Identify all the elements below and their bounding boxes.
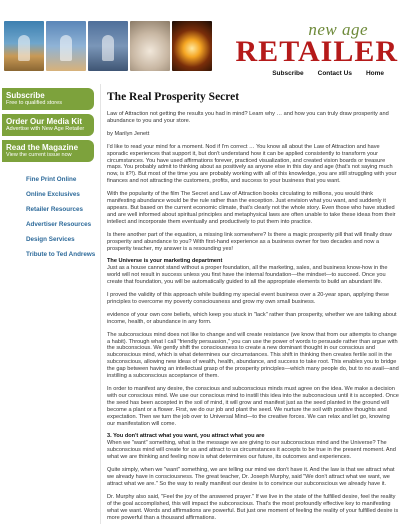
nav-subscribe[interactable]: Subscribe bbox=[272, 70, 304, 77]
sidebar-item-design-services[interactable]: Design Services bbox=[26, 236, 75, 243]
sidebar-item-fine-print[interactable]: Fine Print Online bbox=[26, 176, 77, 183]
article-subheading: 3. You don't attract what you want, you attract what you are bbox=[107, 433, 265, 440]
article-paragraph: Dr. Murphy also said, "Feel the joy of the answered prayer." If we live in the state of the fulfilled desire, feel the reality of the goal accomplished, this will impact the subconscious. That's the most profoundly effective key to manifesting what we want. Words and affirmations are powerful. But just one moment of feeling the reality of your fulfilled desire is more powerful than a thousand affirmations. bbox=[107, 493, 399, 521]
promo-subscribe[interactable] bbox=[2, 88, 94, 110]
article bbox=[100, 84, 403, 524]
promo-title: Subscribe bbox=[6, 91, 45, 100]
nav-contact-us[interactable]: Contact Us bbox=[317, 70, 352, 77]
sidebar-item-retailer-resources[interactable]: Retailer Resources bbox=[26, 206, 84, 213]
nav-home[interactable]: Home bbox=[365, 70, 384, 77]
article-title: The Real Prosperity Secret bbox=[107, 91, 240, 103]
promo-read-magazine[interactable] bbox=[2, 140, 94, 162]
article-byline: by Marilyn Jenett bbox=[107, 130, 150, 137]
sidebar-item-online-exclusives[interactable]: Online Exclusives bbox=[26, 191, 80, 198]
promo-title: Read the Magazine bbox=[6, 143, 79, 152]
header-photo-meditation bbox=[46, 21, 86, 71]
site-header bbox=[0, 0, 406, 84]
header-photo-beach bbox=[4, 21, 44, 71]
sidebar-links bbox=[0, 172, 96, 262]
header-photo-spa bbox=[130, 21, 170, 71]
sidebar-item-advertiser-resources[interactable]: Advertiser Resources bbox=[26, 221, 92, 228]
article-paragraph: In order to manifest any desire, the conscious and subconscious minds must agree on the idea. We make a decision with our conscious mind. We use our conscious mind to instill this idea into the subconscious until it is accepted. Once the seed has been accepted in the soil of mind, it will grow and manifest just as the seed planted in the ground will become a plant or a flower. First, we do our job and plant the seed. We nurture the soil with positive thoughts and expectation. Then we turn the job over to Universal Mind—to the creative forces. We can relax and let go, knowing our manifestation will come. bbox=[107, 386, 399, 427]
promo-subtitle: View the current issue now bbox=[6, 152, 72, 158]
article-paragraph: I proved the validity of this approach while building my special event business over a 20-year span, applying these principles to overcome my poverty consciousness and grow my own small business. bbox=[107, 292, 390, 305]
top-nav bbox=[272, 70, 384, 77]
article-paragraph: I'd like to read your mind for a moment. Nod if I'm correct … You know all about the Law of Attraction and have sporadic experiences that support it, but don't understand how it can be applied consistently to transform your circumstances. You have used affirmations forever, practiced visualization, and created vision boards or treasure maps. You probably admit to thinking about as positively as anyone else in this day and age (that's not saying much now, is it?!). But most of the time you are probably working with all of this knowledge, you are still struggling with your finances and not attracting the customers, profits, and success to your business that you want. bbox=[107, 143, 397, 185]
article-intro: Law of Attraction not getting the results you had in mind? Learn why … and how you can truly draw prosperity and abundance to you and your store. bbox=[107, 111, 389, 124]
logo-retailer: RETAILER bbox=[235, 35, 398, 68]
article-paragraph: The subconscious mind does not like to change and will create resistance (we know that from our attempts to change a habit). Through what I call "friendly persuasion," you can use the power of words to persuade rather than argue with the subconscious. We gently shift the consciousness to create a new dominant thought in our conscious and subconscious mind, which is what determines our circumstances. This shift in thinking then creates fertile soil in the subconscious, allowing new ideas of wealth, health, abundance, and success to take root. This enables you to bridge the gap between having an intellectual grasp of the prosperity principles—which many people do, but to no avail—and instilling a subconscious acceptance of them. bbox=[107, 331, 399, 380]
article-paragraph: Just as a house cannot stand without a proper foundation, all the marketing, sales, and business know-how in the world will not result in success unless you first have the internal foundation—the mindset—to succeed. Once you create that foundation, you will be automatically guided to all the appropriate elements to build an abundant life. bbox=[107, 265, 388, 286]
header-photo-yoga bbox=[88, 21, 128, 71]
promo-subtitle: Advertise with New Age Retailer bbox=[6, 126, 85, 132]
article-paragraph: Quite simply, when we "want" something, we are telling our mind we don't have it. And the law is that we attract what we already have in consciousness. The great teacher, Dr. Joseph Murphy, said "We don't attract what we want, we attract what we are." So the way to really manifest our desire is to convince our subconscious we already have it. bbox=[107, 467, 395, 487]
logo-new-age: new age bbox=[308, 20, 368, 39]
article-paragraph: Is there another part of the equation, a missing link somewhere? Is there a magic prosperity pill that will finally draw prosperity and abundance to you? With first-hand experience as a business owner for two decades and now a prosperity teacher, my answer is a resounding yes! bbox=[107, 231, 392, 252]
article-subheading: The Universe is your marketing department bbox=[107, 258, 223, 265]
article-paragraph: When we "want" something, what is the message we are giving to our subconscious mind and the Universe? The subconscious mind will create for us and attract to us circumstances it accepts to be true in the present moment. And what we are thinking and feeling now is what determines our future, its outcomes and experiences. bbox=[107, 440, 396, 461]
promo-media-kit[interactable] bbox=[2, 114, 94, 136]
promo-title: Order Our Media Kit bbox=[6, 117, 83, 126]
sidebar-item-tribute[interactable]: Tribute to Ted Andrews bbox=[26, 251, 96, 258]
article-paragraph: evidence of your own core beliefs, which keep you stuck in "lack" rather than prosperity, whether we are talking about income, health, or abundance in any form. bbox=[107, 311, 397, 325]
article-paragraph: With the popularity of the film The Secret and Law of Attraction books circulating to millions, you would think manifesting abundance would be the rule rather than the exception. Just envision what you want, and suddenly it appears. But based on the current economic climate, that's clearly not the whole story. Even those who have studied and are well informed about spiritual principles and metaphysical laws are often unable to take these ideas from their intellect and incorporate them eventually and productively to put them into practice. bbox=[107, 191, 396, 225]
header-photo-candle bbox=[172, 21, 212, 71]
sidebar bbox=[0, 84, 96, 524]
promo-subtitle: Free to qualified stores bbox=[6, 100, 62, 106]
site-logo[interactable] bbox=[236, 22, 398, 66]
